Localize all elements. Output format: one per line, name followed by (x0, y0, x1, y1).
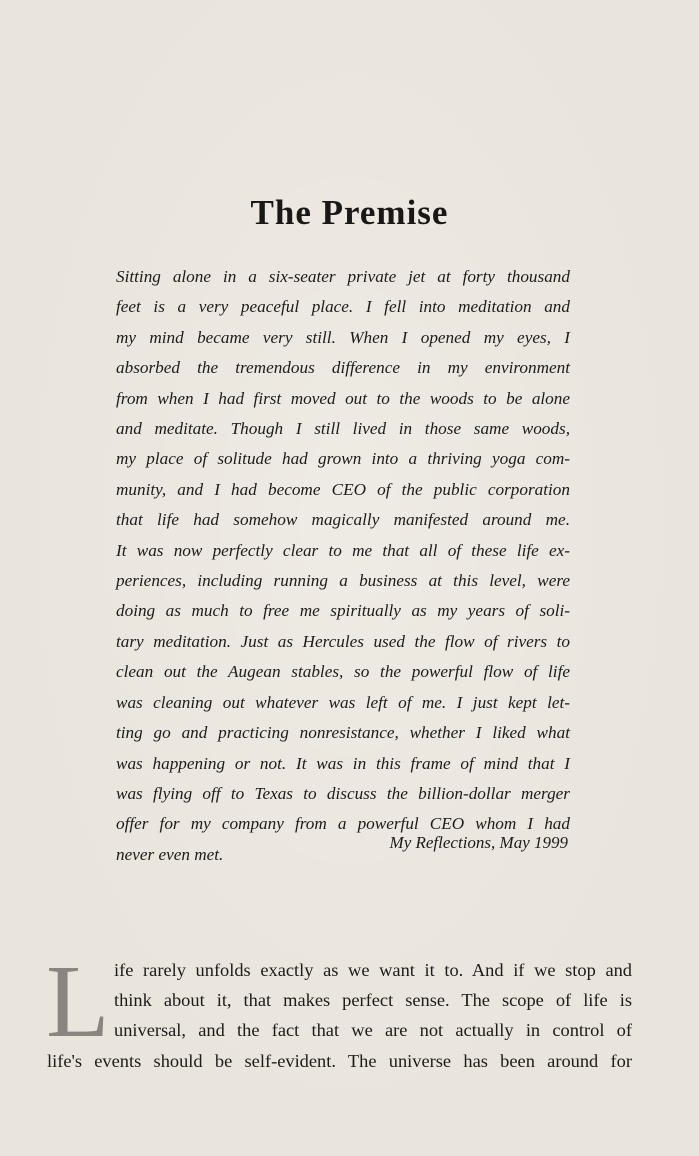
epigraph-line: was cleaning out whatever was left of me. I just kept let- (116, 692, 570, 712)
epigraph-line: clean out the Augean stables, so the powerful flow of life (116, 662, 570, 682)
epigraph-line: my place of solitude had grown into a thriving yoga com- (116, 449, 570, 469)
body-line: think about it, that makes perfect sense. The scope of life is (114, 990, 632, 1011)
chapter-title: The Premise (250, 193, 449, 233)
body-line: ife rarely unfolds exactly as we want it to. And if we stop and (114, 960, 632, 980)
epigraph-line: munity, and I had become CEO of the public corporation (116, 479, 570, 499)
body-line: universal, and the fact that we are not actually in control of (114, 1020, 632, 1041)
epigraph-line: tary meditation. Just as Hercules used the flow of rivers to (116, 631, 570, 651)
epigraph (116, 262, 570, 870)
epigraph-line: was flying off to Texas to discuss the billion-dollar merger (116, 783, 570, 803)
epigraph-line: and meditate. Though I still lived in those same woods, (116, 419, 570, 439)
body-line: life's events should be self-evident. The universe has been around for (47, 1050, 632, 1071)
epigraph-attribution: My Reflections, May 1999 (389, 833, 568, 852)
body-paragraph (47, 955, 632, 1076)
epigraph-line: Sitting alone in a six-seater private jet at forty thousand (116, 267, 570, 286)
epigraph-line: offer for my company from a powerful CEO whom I had (116, 814, 570, 834)
epigraph-line: was happening or not. It was in this frame of mind that I (116, 753, 570, 773)
epigraph-line: that life had somehow magically manifested around me. (116, 510, 570, 530)
epigraph-line: never even met. (116, 844, 224, 864)
epigraph-line: absorbed the tremendous difference in my environment (116, 358, 570, 378)
epigraph-line: my mind became very still. When I opened my eyes, I (116, 327, 570, 347)
epigraph-line: periences, including running a business at this level, were (116, 571, 570, 591)
epigraph-line: feet is a very peaceful place. I fell into meditation and (116, 297, 570, 317)
drop-cap: L (46, 944, 110, 1059)
epigraph-line: ting go and practicing nonresistance, whether I liked what (116, 723, 570, 743)
epigraph-line: from when I had first moved out to the woods to be alone (116, 388, 570, 408)
show-through-text (54, 48, 644, 116)
epigraph-line: doing as much to free me spiritually as my years of soli- (116, 601, 570, 621)
epigraph-line: It was now perfectly clear to me that all of these life ex- (116, 540, 570, 560)
